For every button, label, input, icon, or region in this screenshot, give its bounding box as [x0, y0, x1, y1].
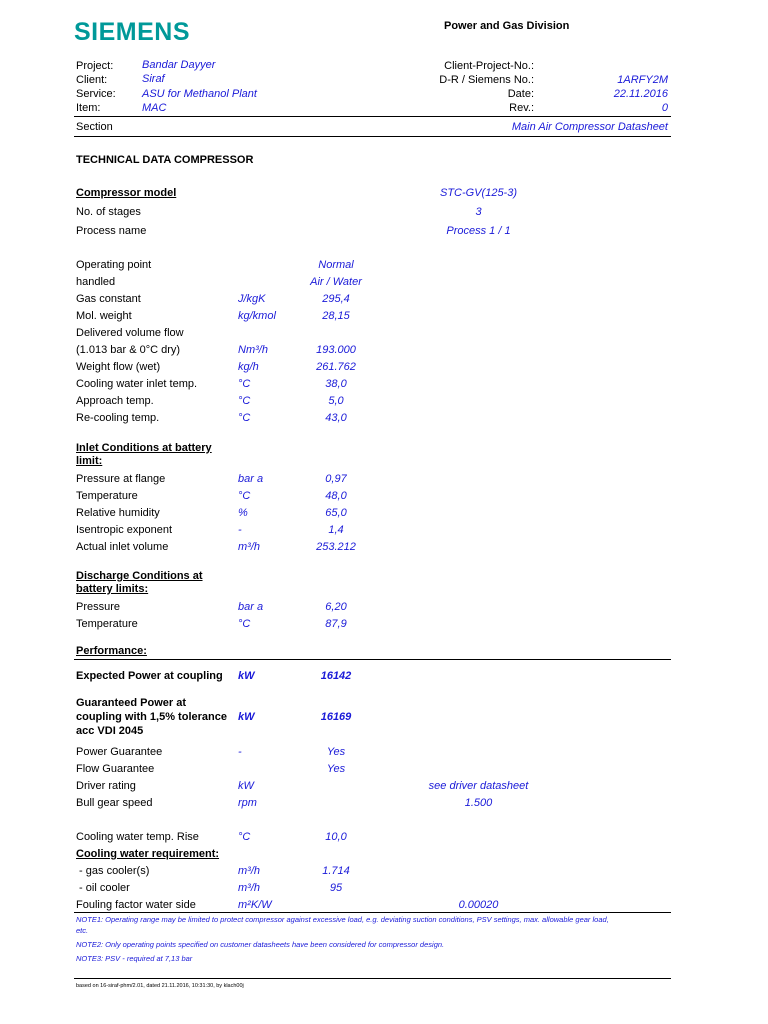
cw-inlet-value: 38,0 — [325, 378, 347, 390]
approach-unit: °C — [238, 395, 251, 407]
stages-value: 3 — [475, 206, 482, 218]
power-guarantee-label: Power Guarantee — [76, 746, 163, 758]
isentropic-label: Isentropic exponent — [76, 524, 173, 536]
flow-guarantee-value: Yes — [326, 763, 346, 775]
op-point-label: Operating point — [76, 259, 152, 271]
expected-power-value: 16142 — [320, 670, 352, 682]
guaranteed-power-unit: kW — [238, 711, 255, 723]
recool-label: Re-cooling temp. — [76, 412, 160, 424]
section-label: Section — [76, 121, 113, 133]
driver-rating-unit: kW — [238, 780, 254, 792]
approach-value: 5,0 — [328, 395, 344, 407]
inlet-volume-label: Actual inlet volume — [76, 541, 169, 553]
isentropic-value: 1,4 — [328, 524, 344, 536]
inlet-heading-line2: limit: — [76, 455, 103, 467]
process-value: Process 1 / 1 — [446, 225, 511, 237]
note1-line2: etc. — [76, 926, 89, 935]
discharge-temp-unit: °C — [238, 618, 251, 630]
rev-value: 0 — [661, 102, 668, 114]
client-value: Siraf — [142, 73, 165, 85]
power-guarantee-value: Yes — [326, 746, 346, 758]
flow-guarantee-label: Flow Guarantee — [76, 763, 155, 775]
note1-line1: NOTE1: Operating range may be limited to protect compressor against excessive load, e.g. deviating suction conditions, PSV settings, max. allowable gear load, — [76, 915, 609, 924]
mol-weight-label: Mol. weight — [76, 310, 132, 322]
cw-rise-unit: °C — [238, 831, 251, 843]
inlet-temp-unit: °C — [238, 490, 251, 502]
process-label: Process name — [76, 225, 147, 237]
division-title: Power and Gas Division — [444, 20, 570, 32]
service-value: ASU for Methanol Plant — [142, 88, 257, 100]
date-label: Date: — [507, 88, 534, 100]
gas-constant-label: Gas constant — [76, 293, 141, 305]
bull-gear-unit: rpm — [238, 797, 257, 809]
note2: NOTE2: Only operating points specified on customer datasheets have been considered for compressor design. — [76, 940, 445, 949]
approach-label: Approach temp. — [76, 395, 154, 407]
bull-gear-label: Bull gear speed — [76, 797, 153, 809]
compressor-model-value: STC-GV(125-3) — [439, 187, 518, 199]
isentropic-unit: - — [238, 524, 242, 536]
oil-cooler-value: 95 — [329, 882, 343, 894]
section-value: Main Air Compressor Datasheet — [511, 121, 668, 133]
inlet-pressure-label: Pressure at flange — [76, 473, 166, 485]
client-project-no-label: Client-Project-No.: — [444, 60, 534, 72]
handled-label: handled — [76, 276, 116, 288]
section-divider — [74, 136, 671, 137]
expected-power-label: Expected Power at coupling — [76, 670, 223, 682]
op-point-value: Normal — [318, 259, 354, 271]
performance-heading: Performance: — [76, 645, 147, 657]
performance-divider — [74, 659, 671, 660]
page-title: TECHNICAL DATA COMPRESSOR — [76, 154, 254, 166]
delivered-condition-label: (1.013 bar & 0°C dry) — [76, 344, 181, 356]
inlet-volume-value: 253.212 — [316, 541, 356, 553]
driver-rating-value: see driver datasheet — [428, 780, 529, 792]
humidity-value: 65,0 — [325, 507, 347, 519]
oil-cooler-unit: m³/h — [238, 882, 260, 894]
dr-value: 1ARFY2M — [617, 74, 668, 86]
delivered-volume-unit: Nm³/h — [238, 344, 268, 356]
mol-weight-value: 28,15 — [322, 310, 350, 322]
driver-rating-label: Driver rating — [76, 780, 136, 792]
cw-rise-value: 10,0 — [325, 831, 347, 843]
gas-constant-value: 295,4 — [322, 293, 350, 305]
inlet-pressure-unit: bar a — [238, 473, 264, 485]
recool-unit: °C — [238, 412, 251, 424]
project-value: Bandar Dayyer — [142, 59, 216, 71]
client-label: Client: — [76, 74, 108, 86]
weight-flow-unit: kg/h — [238, 361, 259, 373]
oil-cooler-label: - oil cooler — [76, 882, 130, 894]
guaranteed-power-value: 16169 — [320, 711, 352, 723]
weight-flow-label: Weight flow (wet) — [76, 361, 161, 373]
inlet-volume-unit: m³/h — [238, 541, 260, 553]
discharge-pressure-unit: bar a — [238, 601, 264, 613]
weight-flow-value: 261.762 — [316, 361, 356, 373]
footer-divider — [74, 978, 671, 979]
gas-cooler-value: 1.714 — [322, 865, 350, 877]
item-label: Item: — [76, 102, 101, 114]
project-label: Project: — [76, 60, 114, 72]
inlet-pressure-value: 0,97 — [325, 473, 347, 485]
note3: NOTE3: PSV - required at 7,13 bar — [76, 954, 193, 963]
header-divider — [74, 116, 671, 117]
discharge-heading-line2: battery limits: — [76, 583, 149, 595]
discharge-temp-value: 87,9 — [325, 618, 347, 630]
humidity-label: Relative humidity — [76, 507, 160, 519]
guaranteed-power-line2: coupling with 1,5% tolerance — [76, 711, 227, 723]
gas-constant-unit: J/kgK — [238, 293, 266, 305]
delivered-volume-label: Delivered volume flow — [76, 327, 184, 339]
mol-weight-unit: kg/kmol — [238, 310, 276, 322]
fouling-label: Fouling factor water side — [76, 899, 196, 911]
power-guarantee-unit: - — [238, 746, 242, 758]
inlet-temp-value: 48,0 — [325, 490, 347, 502]
service-label: Service: — [76, 88, 116, 100]
compressor-model-label: Compressor model — [76, 187, 177, 199]
handled-value: Air / Water — [310, 276, 362, 288]
cw-inlet-unit: °C — [238, 378, 251, 390]
guaranteed-power-line3: acc VDI 2045 — [76, 725, 144, 737]
cw-rise-label: Cooling water temp. Rise — [76, 831, 199, 843]
inlet-temp-label: Temperature — [76, 490, 138, 502]
date-value: 22.11.2016 — [613, 88, 668, 100]
inlet-heading-line1: Inlet Conditions at battery — [76, 442, 212, 454]
bull-gear-value: 1.500 — [464, 797, 493, 809]
humidity-unit: % — [238, 507, 248, 519]
rev-label: Rev.: — [509, 102, 534, 114]
recool-value: 43,0 — [325, 412, 347, 424]
fouling-unit: m²K/W — [238, 899, 272, 911]
gas-cooler-unit: m³/h — [238, 865, 260, 877]
discharge-pressure-value: 6,20 — [325, 601, 347, 613]
expected-power-unit: kW — [238, 670, 255, 682]
notes-divider — [74, 912, 671, 913]
discharge-temp-label: Temperature — [76, 618, 138, 630]
item-value: MAC — [142, 102, 167, 114]
cw-inlet-label: Cooling water inlet temp. — [76, 378, 198, 390]
discharge-heading-line1: Discharge Conditions at — [76, 570, 203, 582]
dr-label: D-R / Siemens No.: — [439, 74, 534, 86]
cw-requirement-heading: Cooling water requirement: — [76, 848, 220, 860]
footer-text: based on 16-siraf-phm/2.01, dated 21.11.2016, 10:31:30, by klach00j — [76, 983, 244, 989]
fouling-value: 0.00020 — [458, 899, 499, 911]
gas-cooler-label: - gas cooler(s) — [76, 865, 150, 877]
discharge-pressure-label: Pressure — [76, 601, 121, 613]
guaranteed-power-line1: Guaranteed Power at — [76, 697, 187, 709]
delivered-volume-value: 193.000 — [316, 344, 356, 356]
stages-label: No. of stages — [76, 206, 141, 218]
siemens-logo: SIEMENS — [74, 18, 191, 46]
